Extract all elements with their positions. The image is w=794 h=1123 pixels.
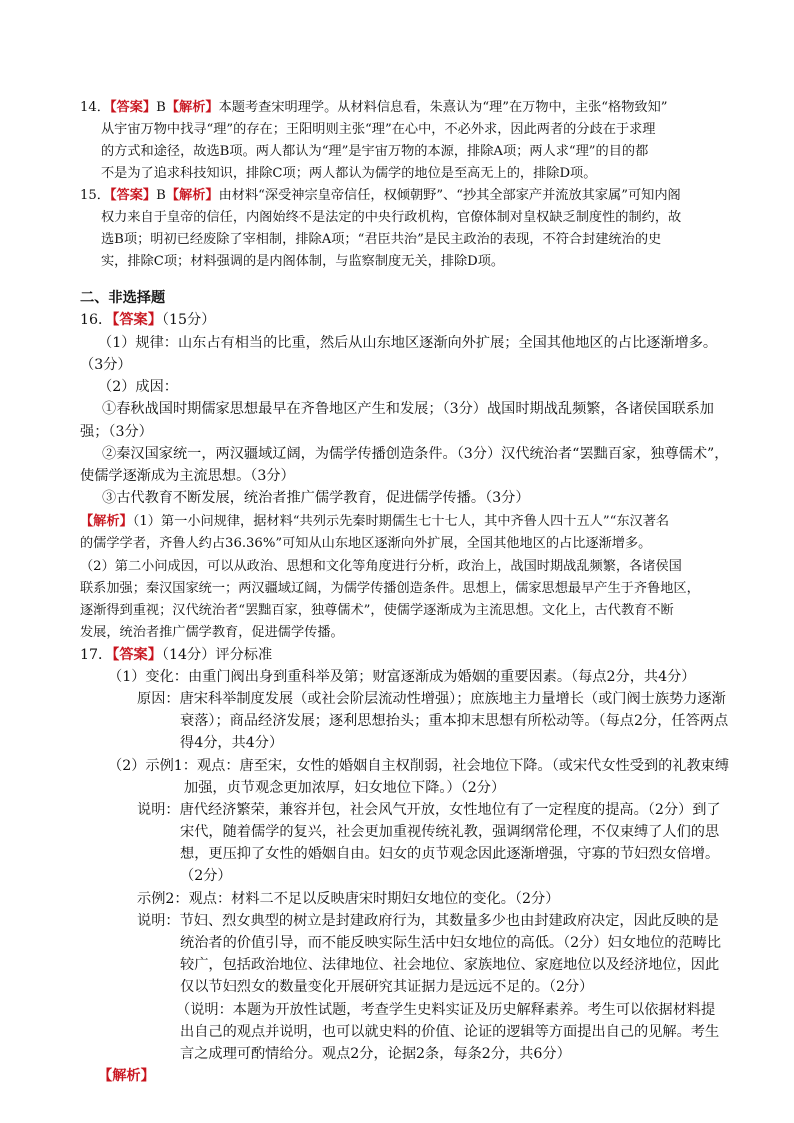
q15-line-4: 实，排除C项；材料强调的是内阁体制，与监察制度无关，排除D项。 <box>101 254 505 269</box>
q17-example1-note-1: 说明：唐代经济繁荣，兼容并包，社会风气开放，女性地位有了一定程度的提高。（2分）到了 <box>137 802 721 818</box>
q17-example1-view-1: （2）示例1：观点：唐至宋，女性的婚姻自主权削弱，社会地位下降。（或宋代女性受到的礼教束缚 <box>108 758 730 774</box>
q16-analysis-line-1 <box>80 512 669 531</box>
q16-cause-1b: 强；（3分） <box>80 424 153 440</box>
q17-score: （14分）评分标准 <box>161 647 273 663</box>
q17-example1-note-3: 想，更压抑了女性的婚姻自由。妇女的贞节观念因此逐渐增强，守寡的节妇烈女倍增。 <box>180 846 720 862</box>
q16-analysis-line-2: 的儒学学者，齐鲁人约占36.36%”可知从山东地区逐渐向外扩展，全国其他地区的占比逐渐增多。 <box>80 536 652 551</box>
q16-analysis-line-6: 发展，统治者推广儒学教育，促进儒学传播。 <box>80 625 344 640</box>
q17-remark-3: 言之成理可酌情给分。观点2分，论据2条，每条2分，共6分） <box>180 1046 571 1062</box>
q17-number: 17． <box>80 647 113 663</box>
q17-example1-note-2: 宋代，随着儒学的复兴，社会更加重视传统礼教，强调纲常伦理，不仅束缚了人们的思 <box>180 824 720 840</box>
q15-analysis-tag: 【解析】 <box>165 188 219 203</box>
q17-remark-1: （说明：本题为开放性试题，考查学生史料实证及历史解释素养。考生可以依据材料提 <box>176 1002 716 1018</box>
q14-line-4: 不是为了追求科技知识，排除C项；两人都认为儒学的地位是至高无上的，排除D项。 <box>101 166 597 181</box>
q16-analysis-line-4: 联系加强；秦汉国家统一；两汉疆域辽阔，为儒学传播创造条件。思想上，儒家思想最早产生于齐鲁地区， <box>80 581 700 596</box>
q15-answer: B <box>156 188 166 203</box>
q15-line-1 <box>80 186 681 205</box>
q17-example1-note-4: （2分） <box>180 868 232 884</box>
q17-remark-2: 出自己的观点并说明，也可以就史料的价值、论证的逻辑等方面提出自己的见解。考生 <box>180 1024 720 1040</box>
q16-cause-3: ③古代教育不断发展，统治者推广儒学教育，促进儒学传播。（3分） <box>102 490 530 506</box>
q14-answer-tag: 【答案】 <box>109 100 157 115</box>
q15-number: 15． <box>80 188 110 203</box>
q16-cause-2a: ②秦汉国家统一，两汉疆域辽阔，为儒学传播创造条件。（3分）汉代统治者“罢黜百家，独尊儒术”， <box>102 446 729 462</box>
q17-line-1 <box>80 646 272 665</box>
q16-cause-label: （2）成因： <box>98 379 178 395</box>
q16-analysis-text-1: （1）第一小问规律，据材料“共列示先秦时期儒生七十七人，其中齐鲁人四十五人”“东汉著名 <box>132 514 670 529</box>
q16-line-1 <box>80 311 215 330</box>
q17-example2-note-4: 仅以节妇烈女的数量变化开展研究其证据力是远远不足的。（2分） <box>180 979 594 995</box>
q16-rule-score: （3分） <box>80 357 132 373</box>
q17-change: （1）变化：由重门阀出身到重科举及第；财富逐渐成为婚姻的重要因素。（每点2分，共4分） <box>108 669 696 685</box>
q16-analysis-tag: 【解析】 <box>80 514 133 529</box>
q15-line-2: 权力来自于皇帝的信任，内阁始终不是法定的中央行政机构，官僚体制对皇权缺乏制度性的制约，故 <box>101 210 682 225</box>
q16-rule: （1）规律：山东占有相当的比重，然后从山东地区逐渐向外扩展；全国其他地区的占比逐渐增多。 <box>98 335 718 351</box>
q14-analysis-tag: 【解析】 <box>165 100 219 115</box>
q16-analysis-line-3: （2）第二小问成因，可以从政治、思想和文化等角度进行分析，政治上，战国时期战乱频繁，各诸侯国 <box>80 559 682 574</box>
q14-line-1 <box>80 98 668 117</box>
q16-score: （15分） <box>161 312 216 328</box>
q17-example1-view-2: 加强，贞节观念更加浓厚，妇女地位下降。）（2分） <box>184 780 506 796</box>
q16-cause-1a: ①春秋战国时期儒家思想最早在齐鲁地区产生和发展；（3分）战国时期战乱频繁，各诸侯国联系加 <box>102 401 714 417</box>
q15-answer-tag: 【答案】 <box>109 188 157 203</box>
q16-answer-tag: 【答案】 <box>112 312 162 328</box>
q16-cause-2b: 使儒学逐渐成为主流思想。（3分） <box>80 468 295 484</box>
q14-line-3: 的方式和途径，故选B项。两人都认为“理”是宇宙万物的本源，排除A项；两人求“理”的目的都 <box>101 144 649 159</box>
q14-line-2: 从宇宙万物中找寻“理”的存在；王阳明则主张“理”在心中，不必外求，因此两者的分歧在于求理 <box>101 122 656 137</box>
q17-example2-note-2: 统治者的价值引导，而不能反映实际生活中妇女地位的高低。（2分）妇女地位的范畴比 <box>180 935 722 951</box>
q17-example2-note-1: 说明：节妇、烈女典型的树立是封建政府行为，其数量多少也由封建政府决定，因此反映的是 <box>137 913 719 929</box>
q17-reason-3: 得4分，共4分） <box>180 735 284 751</box>
q14-answer: B <box>156 100 166 115</box>
q15-text-1: 由材料“深受神宗皇帝信任，权倾朝野”、“抄其全部家产并流放其家属”可知内阁 <box>218 188 681 203</box>
q17-reason-2: 衰落）；商品经济发展；逐利思想抬头；重本抑末思想有所松动等。（每点2分，任答两点 <box>180 713 729 729</box>
q17-reason-1: 原因：唐宋科举制度发展（或社会阶层流动性增强）；庶族地主力量增长（或门阀士族势力逐渐 <box>137 691 726 707</box>
q16-number: 16． <box>80 312 113 328</box>
section-title: 二、非选择题 <box>80 290 166 306</box>
q14-text-1: 本题考查宋明理学。从材料信息看，朱熹认为“理”在万物中，主张“格物致知” <box>218 100 668 115</box>
q15-line-3: 选B项；明初已经废除了宰相制，排除A项；“君臣共治”是民主政治的表现，不符合封建统治的史 <box>101 232 662 247</box>
q16-analysis-line-5: 逐渐得到重视；汉代统治者“罢黜百家，独尊儒术”，使儒学逐渐成为主流思想。文化上，古代教育不断 <box>80 603 674 618</box>
q17-answer-tag: 【答案】 <box>112 647 162 663</box>
q17-example2-view: 示例2：观点：材料二不足以反映唐宋时期妇女地位的变化。（2分） <box>137 891 560 907</box>
q17-example2-note-3: 较广，包括政治地位、法律地位、社会地位、家族地位、家庭地位以及经济地位，因此 <box>180 957 720 973</box>
q14-number: 14． <box>80 100 110 115</box>
q17-analysis-tag: 【解析】 <box>98 1068 155 1084</box>
